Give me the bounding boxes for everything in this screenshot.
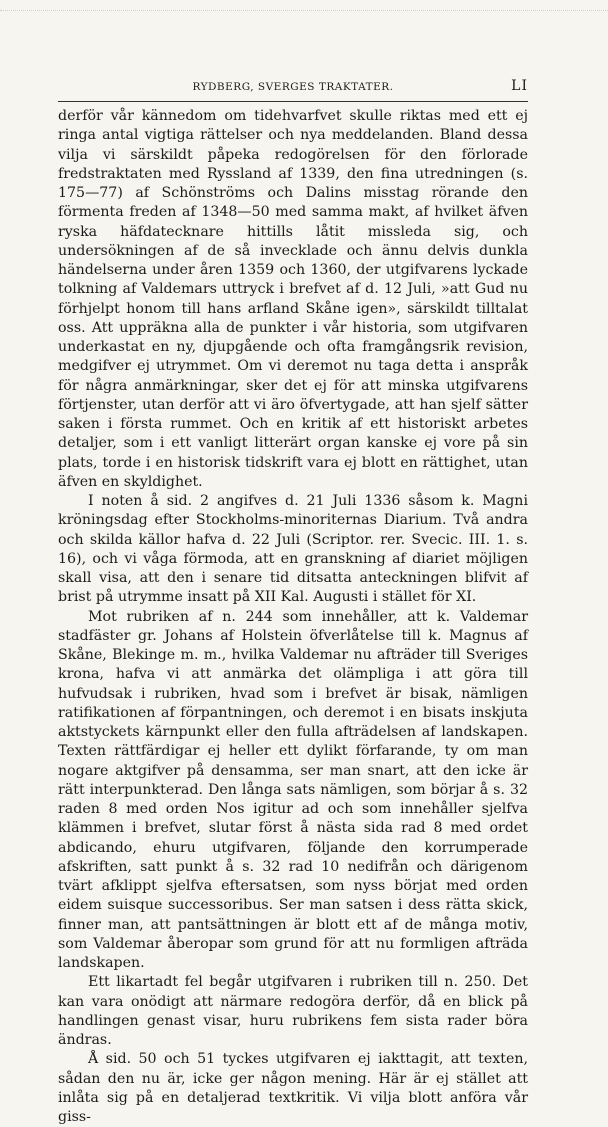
paragraph: Ett likartadt fel begår utgifvaren i rubriken till n. 250. Det kan vara onödigt att närmare redogöra derför, då en blick på handlingen genast visar, huru rubrikens fem sista rader böra ändras.: [58, 974, 528, 1048]
running-header: [58, 78, 528, 96]
running-title: RYDBERG, SVERGES TRAKTATER.: [192, 81, 394, 93]
paragraph: I noten å sid. 2 angifves d. 21 Juli 1336 såsom k. Magni kröningsdag efter Stockholms-minoriternas Diarium. Två andra och skilda källor hafva d. 22 Juli (Scriptor. rer. Svecic. III. 1. s. 16), och vi våga förmoda, att en granskning af diariet möjligen skall visa, att den i senare tid ditsatta anteckningen blifvit af brist på utrymme insatt på XII Kal. Augusti i stället för XI.: [58, 493, 528, 606]
paragraph: Mot rubriken af n. 244 som innehåller, att k. Valdemar stadfäster gr. Johans af Holstein öfverlåtelse till k. Magnus af Skåne, Blekinge m. m., hvilka Valdemar nu afträder till Sveriges krona, hafva vi att anmärka det olämpliga i att göra till hufvudsak i rubriken, hvad som i brefvet är bisak, nämligen ratifikationen af förpantningen, och deremot i en bisats inskjuta aktstyckets kärnpunkt eller den fulla afträdelsen af landskapen. Texten rättfärdigar ej heller ett dylikt förfarande, ty om man nogare aktgifver på densamma, ser man snart, att den icke är rätt interpunkterad. Den långa sats nämligen, som börjar å s. 32 raden 8 med orden Nos igitur ad och som innehåller sjelfva klämmen i brefvet, slutar först å nästa sida rad 8 med ordet abdicando, ehuru utgifvaren, följande den korrumperade afskriften, satt punkt å s. 32 rad 10 nedifrån och därigenom tvärt afklippt sjelfva eftersatsen, som nyss börjat med orden eidem suisque successoribus. Ser man satsen i dess rätta skick, finner man, att pantsättningen är blott ett af de många motiv, som Valdemar åberopar som grund för att nu formligen afträda landskapen.: [58, 608, 528, 971]
header-rule: [58, 101, 528, 102]
paragraph: Å sid. 50 och 51 tyckes utgifvaren ej iakttagit, att texten, sådan den nu är, icke ger någon mening. Här är ej stället att inlåta sig på en detaljerad textkritik. Vi vilja blott anföra vår giss-: [58, 1051, 528, 1125]
page-number: LI: [511, 78, 528, 94]
body-text: [58, 107, 528, 1127]
scan-edge-line: [0, 10, 608, 12]
paragraph: derför vår kännedom om tidehvarfvet skulle riktas med ett ej ringa antal vigtiga rättelser och nya meddelanden. Bland dessa vilja vi särskildt påpeka redogörelsen för den förlorade fredstraktaten med Ryssland af 1339, den fina utredningen (s. 175—77) af Schönströms och Dalins misstag rörande den förmenta freden af 1348—50 med samma makt, af hvilket äfven ryska häfdatecknare hittills låtit missleda sig, och undersökningen af de så invecklade och ännu delvis dunkla händelserna under åren 1359 och 1360, der utgifvarens lyckade tolkning af Valdemars uttryck i brefvet af d. 12 Juli, »att Gud nu förhjelpt honom till hans arfland Skåne igen», särskildt tilltalat oss. Att uppräkna alla de punkter i vår historia, som utgifvaren underkastat en ny, djupgående och ofta framgångsrik revision, medgifver ej utrymmet. Om vi deremot nu taga detta i anspråk för några anmärkningar, sker det ej för att minska utgifvarens förtjenster, utan derför att vi äro öfvertygade, att han sjelf sätter saken i första rummet. Och en kritik af ett historiskt arbetes detaljer, som i ett vanligt litterärt organ kanske ej vore på sin plats, torde i en historisk tidskrift vara ej blott en rättighet, utan äfven en skyldighet.: [58, 108, 528, 490]
